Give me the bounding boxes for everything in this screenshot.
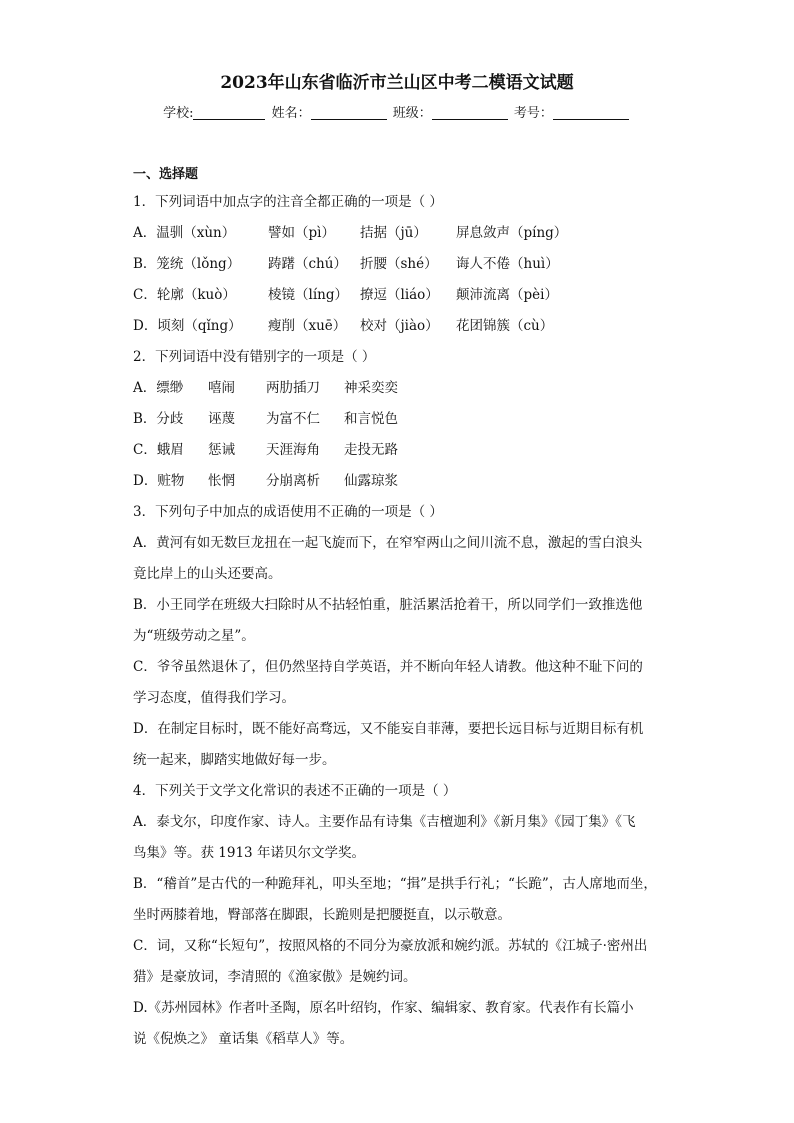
class-label: 班级： xyxy=(392,106,432,121)
option-part: 分崩离析 xyxy=(266,473,320,489)
option-part: 校对（jiào） xyxy=(360,318,439,334)
question-1-option-c xyxy=(133,280,673,311)
option-part: A．缥缈 xyxy=(133,380,184,396)
option-part: 走投无路 xyxy=(344,442,398,458)
option-part: 撩逗（liáo） xyxy=(360,287,439,303)
question-1-option-b xyxy=(133,249,673,280)
option-part: 诬蔑 xyxy=(208,411,235,427)
question-3-stem: 3．下列句子中加点的成语使用不正确的一项是（ ） xyxy=(133,504,443,520)
exam-no-label: 考号： xyxy=(513,106,553,121)
question-4-option-c-line2: 猎》是豪放词，李清照的《渔家傲》是婉约词。 xyxy=(133,969,417,985)
question-2-stem: 2．下列词语中没有错别字的一项是（ ） xyxy=(133,349,376,365)
option-part: 颠沛流离（pèi） xyxy=(456,287,558,303)
option-part: 瘦削（xuē） xyxy=(268,318,347,334)
question-1-stem: 1．下列词语中加点字的注音全都正确的一项是（ ） xyxy=(133,194,443,210)
option-part: 折腰（shé） xyxy=(360,256,438,272)
exam-title: 2023年山东省临沂市兰山区中考二模语文试题 xyxy=(220,73,574,93)
name-blank[interactable] xyxy=(311,105,387,120)
school-label: 学校: xyxy=(163,106,194,121)
question-3-option-d-line1: D．在制定目标时，既不能好高骛远，又不能妄自菲薄，要把长远目标与近期目标有机 xyxy=(133,721,644,737)
question-4-stem: 4．下列关于文学文化常识的表述不正确的一项是（ ） xyxy=(133,783,457,799)
option-part: 花团锦簇（cù） xyxy=(456,318,554,334)
question-4-option-b-line1: B．“稽首”是古代的一种跪拜礼，叩头至地；“揖”是拱手行礼；“长跪”，古人席地而坐， xyxy=(133,876,657,892)
question-3-option-b-line1: B．小王同学在班级大扫除时从不拈轻怕重，脏活累活抢着干，所以同学们一致推选他 xyxy=(133,597,643,613)
exam-content xyxy=(133,164,673,1055)
question-1-option-d xyxy=(133,311,673,342)
school-blank[interactable] xyxy=(193,105,265,120)
question-3-option-b-line2: 为“班级劳动之星”。 xyxy=(133,628,255,644)
option-part: 嘻闹 xyxy=(208,380,235,396)
option-part: B．分歧 xyxy=(133,411,184,427)
exam-no-blank[interactable] xyxy=(553,105,629,120)
option-part: 神采奕奕 xyxy=(344,380,398,396)
question-4-option-d-line1: D.《苏州园林》作者叶圣陶，原名叶绍钧，作家、编辑家、教育家。代表作有长篇小 xyxy=(133,1000,634,1016)
option-part: 怅惘 xyxy=(208,473,235,489)
option-part: C．轮廓（kuò） xyxy=(133,287,236,303)
question-2-option-d xyxy=(133,466,673,497)
question-2-option-c xyxy=(133,435,673,466)
question-4-option-a-line2: 鸟集》等。获 1913 年诺贝尔文学奖。 xyxy=(133,845,365,861)
option-part: 譬如（pì） xyxy=(268,225,335,241)
name-label: 姓名： xyxy=(271,106,311,121)
option-part: A．温驯（xùn） xyxy=(133,225,236,241)
question-3-option-a-line1: A．黄河有如无数巨龙扭在一起飞旋而下，在窄窄两山之间川流不息，激起的雪白浪头 xyxy=(133,535,643,551)
option-part: D．顷刻（qǐng） xyxy=(133,318,242,334)
option-part: 和言悦色 xyxy=(344,411,398,427)
question-3-option-a-line2: 竟比岸上的山头还要高。 xyxy=(133,566,282,582)
option-part: B．笼统（lǒng） xyxy=(133,256,241,272)
option-part: D．赃物 xyxy=(133,473,185,489)
question-3-option-d-line2: 统一起来，脚踏实地做好每一步。 xyxy=(133,752,336,768)
option-part: 惩诫 xyxy=(208,442,235,458)
question-3-option-c-line2: 学习态度，值得我们学习。 xyxy=(133,690,295,706)
option-part: C．蛾眉 xyxy=(133,442,184,458)
option-part: 诲人不倦（huì） xyxy=(456,256,559,272)
question-1-option-a xyxy=(133,218,673,249)
student-info-line xyxy=(0,102,794,121)
option-part: 踌躇（chú） xyxy=(268,256,347,272)
question-2-option-a xyxy=(133,373,673,404)
option-part: 为富不仁 xyxy=(266,411,320,427)
option-part: 天涯海角 xyxy=(266,442,320,458)
question-2-option-b xyxy=(133,404,673,435)
question-3-option-c-line1: C．爷爷虽然退休了，但仍然坚持自学英语，并不断向年轻人请教。他这种不耻下问的 xyxy=(133,659,643,675)
section-heading: 一、选择题 xyxy=(133,167,199,182)
option-part: 仙露琼浆 xyxy=(344,473,398,489)
question-4-option-d-line2: 说《倪焕之》 童话集《稻草人》等。 xyxy=(133,1031,354,1047)
option-part: 棱镜（líng） xyxy=(268,287,348,303)
class-blank[interactable] xyxy=(432,105,508,120)
question-4-option-c-line1: C．词，又称“长短句”，按照风格的不同分为豪放派和婉约派。苏轼的《江城子·密州出 xyxy=(133,938,648,954)
question-4-option-b-line2: 坐时两膝着地，臀部落在脚跟，长跪则是把腰挺直，以示敬意。 xyxy=(133,907,511,923)
option-part: 两肋插刀 xyxy=(266,380,320,396)
option-part: 屏息敛声（píng） xyxy=(456,225,568,241)
question-4-option-a-line1: A．泰戈尔，印度作家、诗人。主要作品有诗集《吉檀迦利》《新月集》《园丁集》《飞 xyxy=(133,814,636,830)
option-part: 拮据（jū） xyxy=(360,225,427,241)
